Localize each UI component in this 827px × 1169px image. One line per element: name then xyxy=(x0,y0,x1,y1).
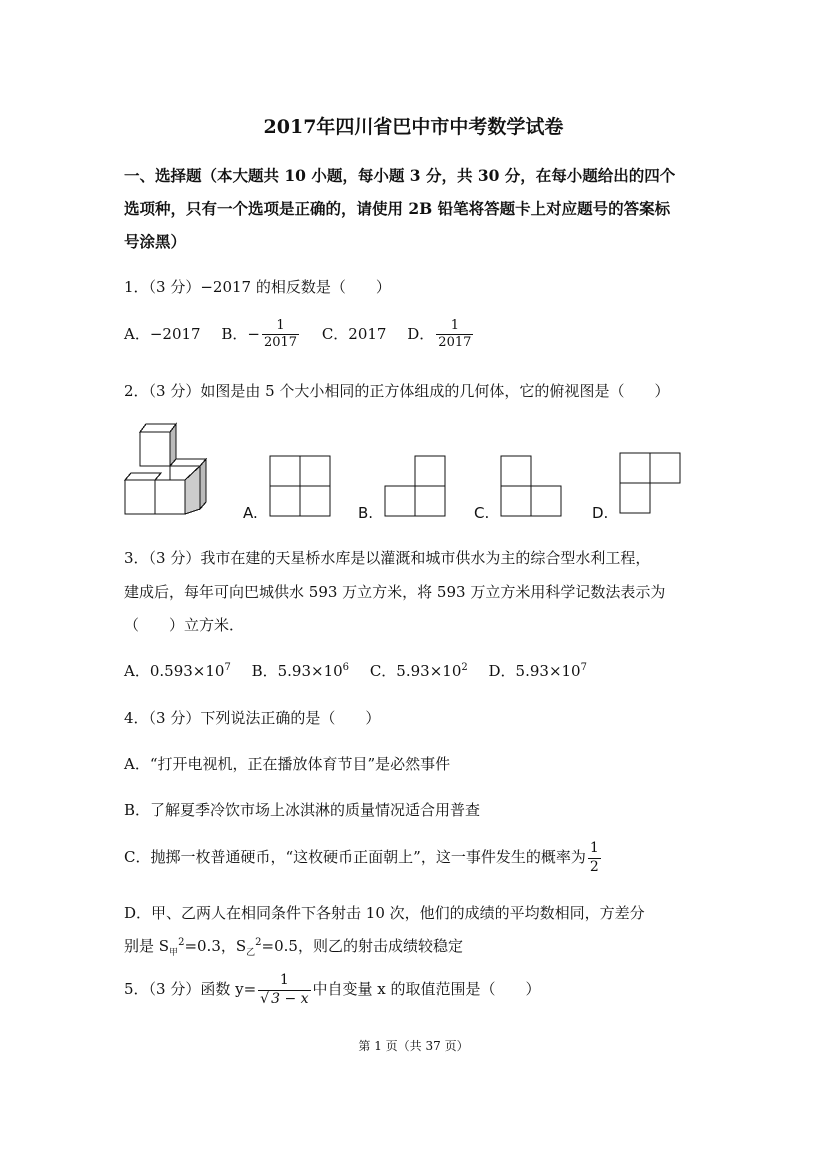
question-4-stem: 4．（3 分）下列说法正确的是（ ） xyxy=(124,709,381,727)
q2-label-c: C. xyxy=(474,504,490,522)
q3-option-b: B．$5.93\times 10^6$ xyxy=(251,662,350,680)
bottom-left-cube xyxy=(125,480,155,514)
q1-option-d: D． $\frac{1}{2017}$ xyxy=(407,318,472,351)
q4-option-b: B．了解夏季冷饮市场上冰淇淋的质量情况适合用普查 xyxy=(124,801,481,819)
q2-label-a: A. xyxy=(243,504,258,522)
section-instructions-line-2: 选项种，只有一个选项是正确的，请使用 2B 铅笔将答题卡上对应题号的答案标 xyxy=(124,199,671,218)
question-2-stem: 2．（3 分）如图是由 5 个大小相同的正方体组成的几何体，它的俯视图是（ ） xyxy=(124,382,670,400)
q2-label-b: B. xyxy=(358,504,374,522)
q4-option-c: C．抛掷一枚普通硬币，“这枚硬币正面朝上”，这一事件发生的概率为 $\frac{1}{2}$ xyxy=(124,840,599,875)
q4-option-a: A．“打开电视机，正在播放体育节目”是必然事件 xyxy=(124,755,451,773)
page-title: 2017年四川省巴中市中考数学试卷 xyxy=(263,116,564,138)
q5-denominator: √ 3 − x xyxy=(260,990,309,1007)
q1-d-denominator: 2017 xyxy=(438,335,472,351)
question-3-options xyxy=(124,660,603,681)
question-3-line-3: （ ）立方米． xyxy=(124,616,245,634)
q4-c-numerator: 1 xyxy=(588,840,601,859)
q3-option-c: C．$5.93\times 10^2$ xyxy=(369,662,468,680)
q1-option-b: B．− $\frac{1}{2017}$ xyxy=(221,318,298,351)
q2-option-c-figure xyxy=(500,455,564,519)
question-1-options xyxy=(124,318,491,352)
q3-option-a: A．$0.593\times 10^7$ xyxy=(124,662,231,680)
q1-option-a: A．−2017 xyxy=(124,324,201,343)
section-instructions-line-3: 号涂黑） xyxy=(124,232,187,251)
section-instructions-line-1: 一、选择题（本大题共 10 小题，每小题 3 分，共 30 分，在每小题给出的四个 xyxy=(124,166,676,185)
q4-c-denominator: 2 xyxy=(589,858,599,875)
question-3-line-1: 3．（3 分）我市在建的天星桥水库是以灌溉和城市供水为主的综合型水利工程， xyxy=(124,549,651,567)
question-5-stem: 5．（3 分）函数 y= $\frac{1}{√ 3 - x}$ 中自变量 x 的取值范围是（ ） xyxy=(124,972,541,1007)
q1-b-denominator: 2017 xyxy=(263,335,298,351)
q4-option-d-line-1: D．甲、乙两人在相同条件下各射击 10 次，他们的成绩的平均数相同，方差分 xyxy=(124,904,645,922)
question-3-line-2: 建成后，每年可向巴城供水 593 万立方米，将 593 万立方米用科学记数法表示为 xyxy=(124,583,666,601)
cube-solid-figure xyxy=(118,418,218,518)
q2-option-a-figure xyxy=(269,455,333,519)
q3-option-d: D．$5.93\times 10^7$ xyxy=(488,662,587,680)
question-1-stem: 1．（3 分）−2017 的相反数是（ ） xyxy=(124,278,391,296)
q4-option-d-line-2: 别是 $S_甲^2=0.3$，$S_乙^2=0.5$，则乙的射击成绩较稳定 xyxy=(124,937,463,958)
top-cube-front-face xyxy=(140,432,170,466)
q2-option-b-figure xyxy=(384,455,448,519)
page-footer: 第 1 页（共 37 页） xyxy=(358,1039,469,1053)
q1-option-c: C．2017 xyxy=(321,324,387,343)
q5-numerator: 1 xyxy=(258,972,310,991)
left-cube-top-face xyxy=(125,473,161,480)
right-cube-side-face xyxy=(200,459,206,509)
q2-option-d-figure xyxy=(619,452,683,516)
q1-d-numerator: 1 xyxy=(436,318,473,335)
q2-label-d: D. xyxy=(592,504,609,522)
q1-b-numerator: 1 xyxy=(262,318,299,335)
bottom-middle-cube xyxy=(155,480,185,514)
